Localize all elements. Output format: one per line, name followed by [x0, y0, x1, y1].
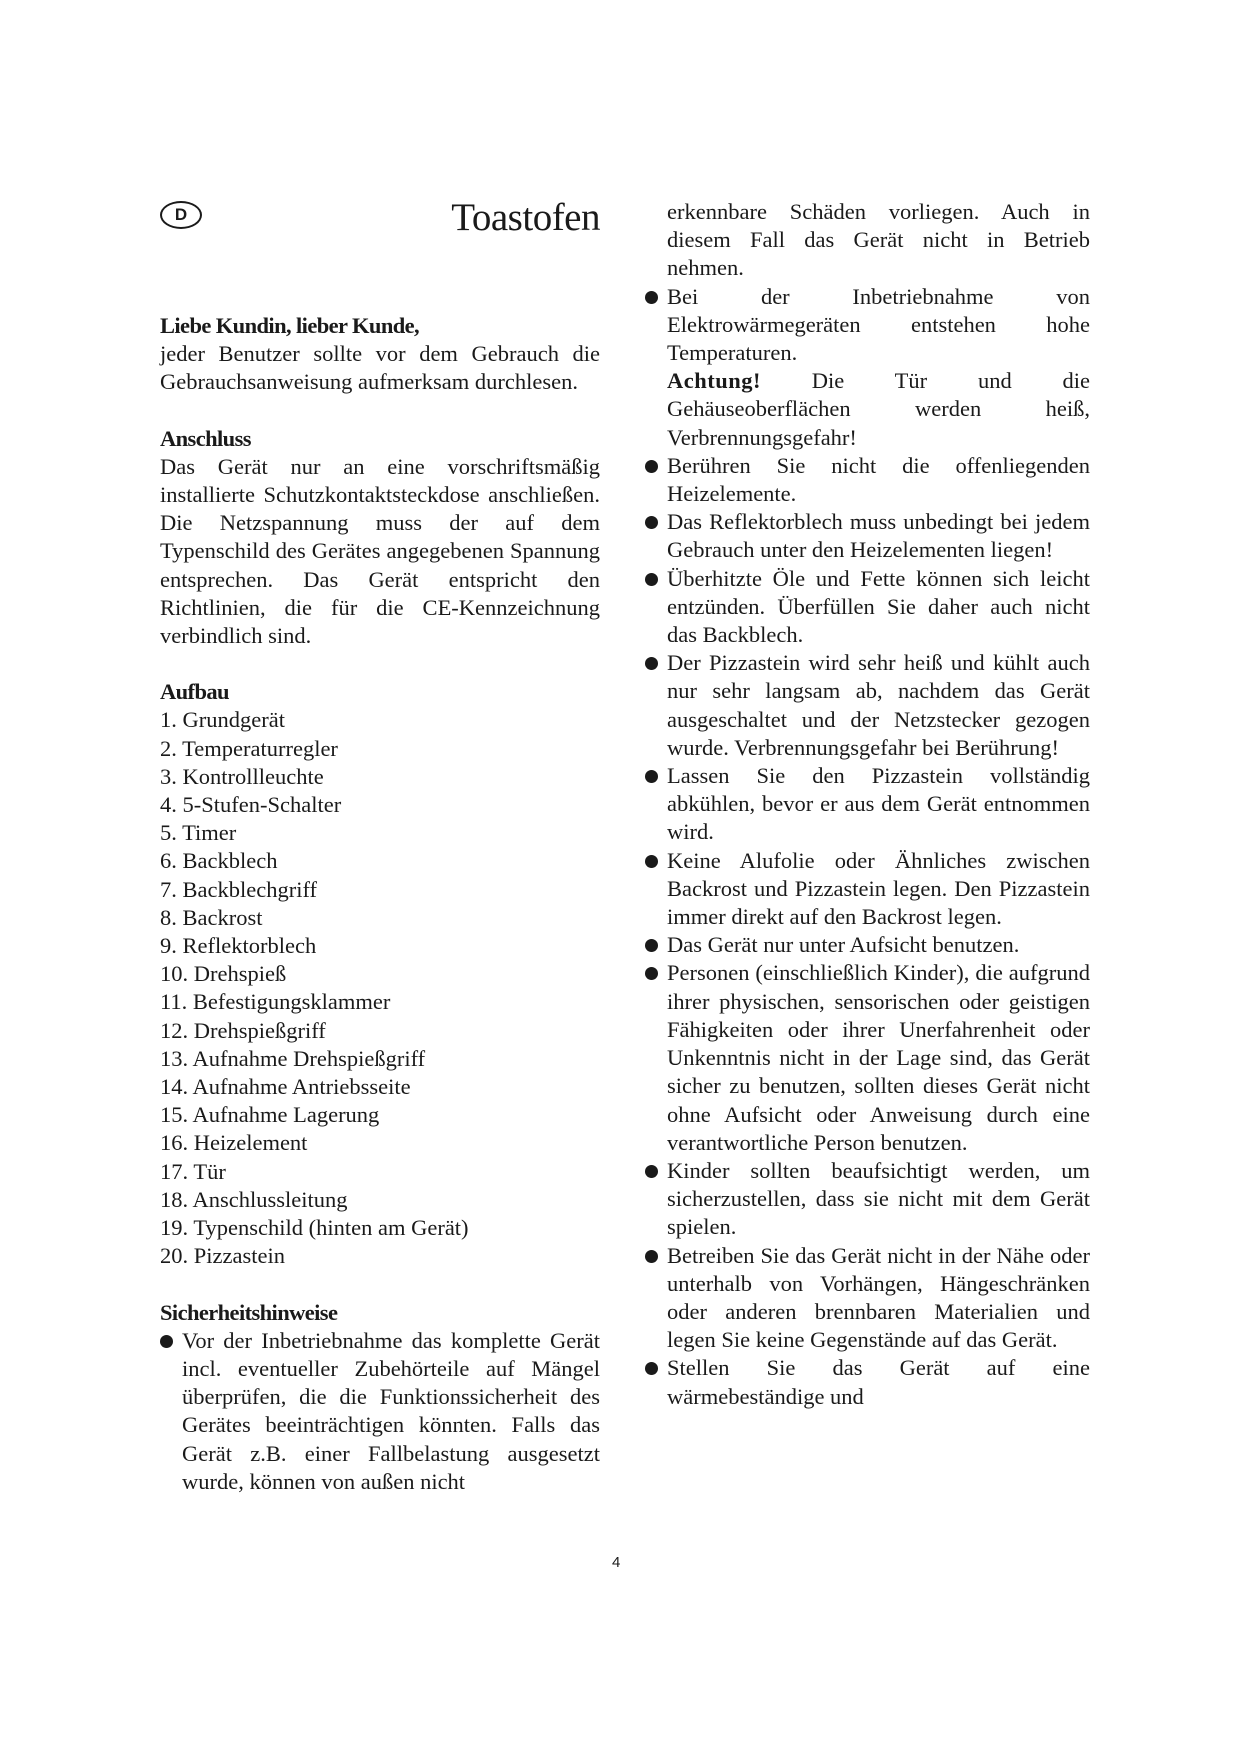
- list-item: [160, 1327, 600, 1496]
- safety-item-text: Das Reflektorblech muss unbedingt bei jedem Gebrauch unter den Heizelementen liegen!: [667, 509, 1090, 563]
- list-item: 9. Reflektorblech: [160, 933, 317, 959]
- safety-item-text: Berühren Sie nicht die offenliegenden Heizelemente.: [667, 452, 1090, 507]
- safety-item-text: Stellen Sie das Gerät auf eine wärmebeständige und: [667, 1355, 1090, 1409]
- bullet-icon: [645, 1362, 658, 1375]
- safety-item-text: Das Gerät nur unter Aufsicht benutzen.: [667, 932, 1020, 958]
- connection-text: Das Gerät nur an eine vorschriftsmäßig installierte Schutzkontaktsteckdose anschließen. Die Netzspannung muss der auf dem Typenschild des Gerätes angegebenen Spannung entsprechen. Das Gerät entspricht den Richtlinien, die für die CE-Kennzeichnung verbindlich sind.: [160, 453, 600, 649]
- list-item: [645, 931, 1090, 959]
- list-item: [645, 847, 1090, 932]
- bullet-icon: [645, 1165, 658, 1178]
- list-item: [645, 762, 1090, 847]
- bullet-icon: [645, 939, 658, 952]
- list-item: [645, 283, 1090, 452]
- safety-item-text: Personen (einschließlich Kinder), die aufgrund ihrer physischen, sensorischen oder geistigen Fähigkeiten oder ihrer Unerfahrenheit oder Unkenntnis nicht in der Lage sind, das Gerät sicher zu benutzen, sollten dieses Gerät nicht ohne Aufsicht oder Anweisung durch eine verantwortliche Person benutzen.: [667, 960, 1090, 1155]
- list-item: [645, 1157, 1090, 1242]
- list-item: 13. Aufnahme Drehspießgriff: [160, 1045, 426, 1071]
- safety-list-left: [160, 1327, 600, 1496]
- safety-list-right: [645, 198, 1090, 1411]
- safety-item-text: Kinder sollten beaufsichtigt werden, um sicherzustellen, dass sie nicht mit dem Gerät spielen.: [667, 1157, 1090, 1240]
- safety-section: [160, 1299, 600, 1496]
- left-column: [160, 312, 600, 1524]
- page-title: Toastofen: [451, 196, 600, 239]
- safety-item-text: Vor der Inbetriebnahme das komplette Gerät incl. eventueller Zubehörteile auf Mängel überprüfen, die die Funktionssicherheit des Gerätes beeinträchtigen könnten. Falls das Gerät z.B. einer Fallbelastung ausgesetzt wurde, können von außen nicht: [182, 1327, 600, 1494]
- greeting-text: jeder Benutzer sollte vor dem Gebrauch die Gebrauchsanweisung aufmerksam durchlesen.: [160, 341, 600, 395]
- list-item: [645, 198, 1090, 283]
- bullet-icon: [645, 516, 658, 529]
- list-item: 17. Tür: [160, 1158, 226, 1184]
- warning-text: Die Tür und die Gehäuseoberflächen werden heiß, Verbrennungsgefahr!: [667, 368, 1090, 450]
- bullet-icon: [645, 770, 658, 783]
- list-item: 6. Backblech: [160, 848, 278, 874]
- safety-item-text: Überhitzte Öle und Fette können sich leicht entzünden. Überfüllen Sie daher auch nicht das Backblech.: [667, 565, 1090, 648]
- safety-item-text: Lassen Sie den Pizzastein vollständig abkühlen, bevor er aus dem Gerät entnommen wird.: [667, 763, 1090, 845]
- list-item: 4. 5-Stufen-Schalter: [160, 792, 342, 818]
- language-badge: D: [160, 201, 202, 229]
- list-item: 8. Backrost: [160, 904, 263, 930]
- list-item: 2. Temperaturregler: [160, 735, 338, 761]
- list-item: [645, 508, 1090, 564]
- connection-section: [160, 425, 600, 651]
- list-item: 16. Heizelement: [160, 1130, 308, 1156]
- bullet-icon: [160, 1335, 173, 1348]
- parts-section: [160, 678, 600, 1270]
- list-item: 7. Backblechgriff: [160, 876, 318, 902]
- bullet-icon: [645, 967, 658, 980]
- connection-heading: Anschluss: [160, 425, 251, 451]
- safety-item-text: Keine Alufolie oder Ähnliches zwischen Backrost und Pizzastein legen. Den Pizzastein immer direkt auf den Backrost legen.: [667, 847, 1090, 930]
- list-item: [645, 1242, 1090, 1355]
- list-item: 14. Aufnahme Antriebsseite: [160, 1074, 411, 1100]
- list-item: 3. Kontrollleuchte: [160, 763, 324, 789]
- safety-item-text: Bei der Inbetriebnahme von Elektrowärmegeräten entstehen hohe Temperaturen.: [667, 283, 1090, 366]
- list-item: [645, 565, 1090, 650]
- warning-label: Achtung!: [667, 368, 762, 394]
- safety-heading: Sicherheitshinweise: [160, 1299, 338, 1325]
- parts-heading: Aufbau: [160, 679, 229, 705]
- safety-item-text: erkennbare Schäden vorliegen. Auch in diesem Fall das Gerät nicht in Betrieb nehmen.: [667, 199, 1090, 281]
- safety-item-text: Betreiben Sie das Gerät nicht in der Nähe oder unterhalb von Vorhängen, Hängeschränken oder anderen brennbaren Materialien und legen Sie keine Gegenstände auf das Gerät.: [667, 1242, 1090, 1353]
- right-column: [645, 198, 1090, 1411]
- list-item: 19. Typenschild (hinten am Gerät): [160, 1215, 469, 1241]
- bullet-icon: [645, 573, 658, 586]
- list-item: [645, 452, 1090, 508]
- safety-item-text: Der Pizzastein wird sehr heiß und kühlt auch nur sehr langsam ab, nachdem das Gerät ausgeschaltet und der Netzstecker gezogen wurde. Verbrennungsgefahr bei Berührung!: [667, 650, 1090, 760]
- list-item: 10. Drehspieß: [160, 961, 287, 987]
- list-item: 18. Anschlussleitung: [160, 1186, 348, 1212]
- greeting-section: [160, 312, 600, 397]
- page-number: 4: [612, 1554, 621, 1571]
- bullet-icon: [645, 855, 658, 868]
- list-item: 12. Drehspießgriff: [160, 1017, 326, 1043]
- greeting-heading: Liebe Kundin, lieber Kunde,: [160, 313, 420, 338]
- list-item: [645, 649, 1090, 762]
- list-item: 15. Aufnahme Lagerung: [160, 1102, 380, 1128]
- list-item: 1. Grundgerät: [160, 707, 285, 733]
- bullet-icon: [645, 460, 658, 473]
- list-item: 20. Pizzastein: [160, 1243, 285, 1269]
- list-item: 11. Befestigungsklammer: [160, 989, 391, 1015]
- list-item: [645, 959, 1090, 1156]
- bullet-icon: [645, 1250, 658, 1263]
- list-item: 5. Timer: [160, 820, 237, 846]
- list-item: [645, 1354, 1090, 1410]
- bullet-icon: [645, 291, 658, 304]
- bullet-icon: [645, 657, 658, 670]
- parts-list: [160, 706, 600, 1270]
- page-header: [160, 195, 600, 245]
